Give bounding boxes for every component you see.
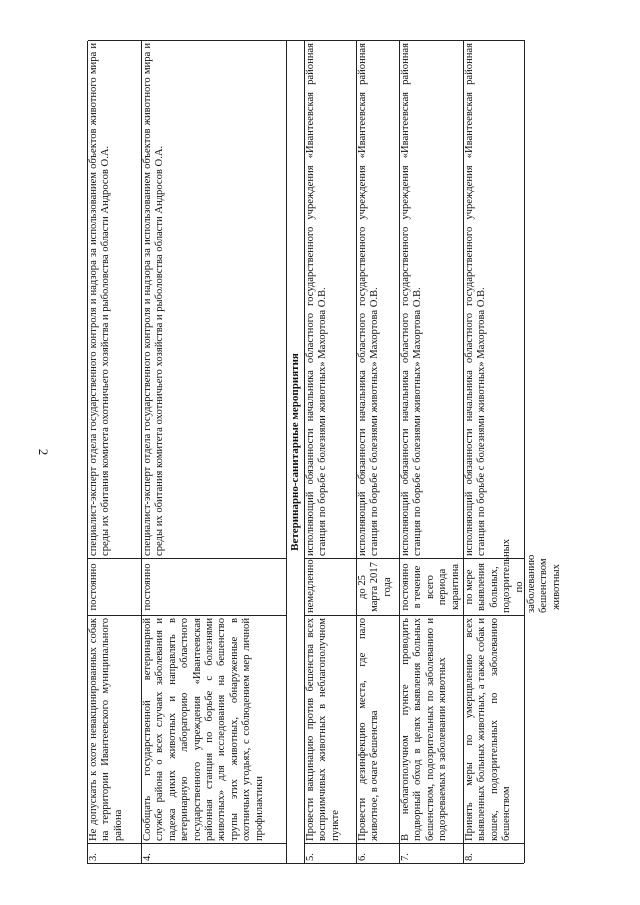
measure-description: Не допускать к охоте невакцинированных собак на территории Ивантеевского муниципального района bbox=[88, 615, 142, 843]
measures-table bbox=[87, 41, 562, 864]
measure-responsible: специалист-эксперт отдела государственного контроля и надзора за использованием объектов животного мира и среды их обитания комитета охотничьего хозяйства и рыболовства области Андросов О.А. bbox=[88, 40, 142, 558]
measure-term: немедленно bbox=[305, 558, 357, 615]
row-number: 8. bbox=[464, 843, 525, 863]
measure-term: до 25 марта 2017 года bbox=[357, 558, 400, 615]
measure-description: Сообщать государственной ветеринарной службе района о всех случаях заболевания и падежа диких животных и направлять в ветеринарную лабораторию областного государственного учреждения «Ивантеевская районная станция по борьбе с болезнями животных» для исследования на бешенство трупы этих животных, обнаруженные в охотничьих угодьях, с соблюдением мер личной профилактики bbox=[142, 615, 287, 843]
measure-term: постоянно bbox=[88, 558, 142, 615]
page-number: 2 bbox=[36, 448, 51, 456]
measure-description: Провести вакцинацию против бешенства всех восприимчивых животных в неблагополучном пункте bbox=[305, 615, 357, 843]
row-number: 5. bbox=[305, 843, 357, 863]
row-number: 6. bbox=[357, 843, 400, 863]
measure-term: по мере выявления больных, подозрительных по заболеванию бешенством животных bbox=[464, 538, 562, 613]
row-number: 4. bbox=[142, 843, 287, 863]
section-header: Ветеринарно-санитарные мероприятия bbox=[287, 40, 305, 863]
measure-description: В неблагополучном пункте проводить подворный обход в целях выявления больных бешенством, подозрительных по заболеванию и подозреваемых в заболевании животных bbox=[400, 615, 464, 843]
measure-responsible: исполняющий обязанности начальника областного государственного учреждения «Ивантеевская районная станция по борьбе с болезнями животных» Махортова О.В. bbox=[305, 40, 357, 558]
measure-responsible: исполняющий обязанности начальника областного государственного учреждения «Ивантеевская районная станция по борьбе с болезнями животных» Махортова О.В. bbox=[400, 40, 464, 558]
measure-responsible: исполняющий обязанности начальника областного государственного учреждения «Ивантеевская районная станция по борьбе с болезнями животных» Махортова О.В. bbox=[464, 40, 525, 558]
measure-description: Принять меры по умерщвлению всех выявленных больных животных, а также собак и кошек, подозрительных по заболеванию бешенством bbox=[464, 615, 525, 843]
measure-responsible: исполняющий обязанности начальника областного государственного учреждения «Ивантеевская районная станция по борьбе с болезнями животных» Махортова О.В. bbox=[357, 40, 400, 558]
measure-responsible: специалист-эксперт отдела государственного контроля и надзора за использованием объектов животного мира и среды их обитания комитета охотничьего хозяйства и рыболовства области Андросов О.А. bbox=[142, 40, 287, 558]
row-number: 3. bbox=[88, 843, 142, 863]
measure-term: постоянно в течение всего периода карантина bbox=[400, 558, 464, 615]
measure-description: Провести дезинфекцию места, где пало животное, в очаге бешенства bbox=[357, 615, 400, 843]
row-number: 7. bbox=[400, 843, 464, 863]
measure-term: постоянно bbox=[142, 558, 287, 615]
